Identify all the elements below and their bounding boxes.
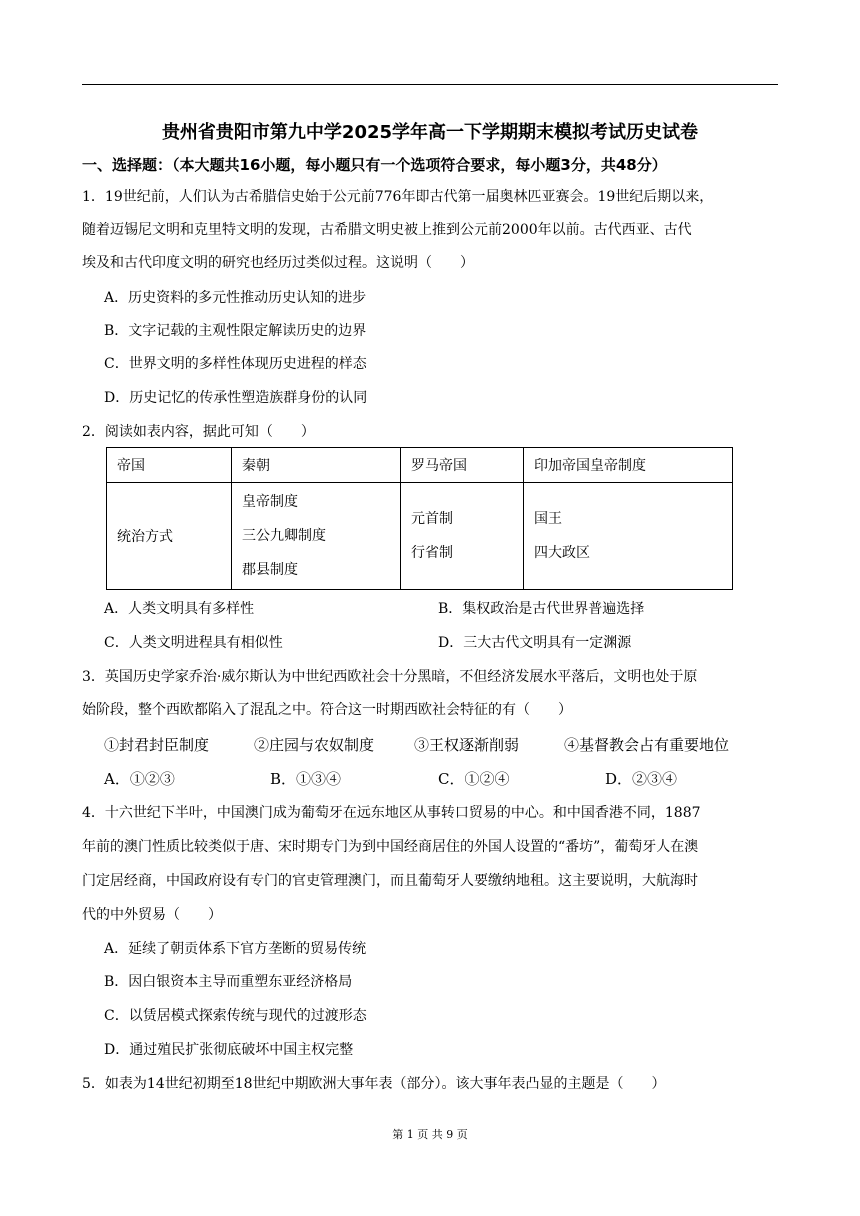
table-row	[107, 483, 733, 590]
header-rule	[82, 84, 778, 85]
q3-option-a: A．①②③	[104, 770, 175, 788]
qin-item: 三公九卿制度	[242, 528, 326, 544]
q3-item: ①封君封臣制度	[104, 736, 210, 754]
q1-stem-line: 埃及和古代印度文明的研究也经历过类似过程。这说明（ ）	[82, 255, 474, 271]
page-title: 贵州省贵阳市第九中学2025学年高一下学期期末模拟考试历史试卷	[161, 122, 699, 143]
q1-option-d: D．历史记忆的传承性塑造族群身份的认同	[104, 390, 368, 406]
table-header-cell: 罗马帝国	[401, 448, 524, 483]
q3-stem-line: 3．英国历史学家乔治·威尔斯认为中世纪西欧社会十分黑暗，不但经济发展水平落后，文明也处于原	[82, 669, 698, 685]
q2-option-b: B．集权政治是古代世界普遍选择	[438, 601, 645, 617]
rome-item: 元首制	[411, 511, 453, 527]
q2-stem: 2．阅读如表内容，据此可知（ ）	[82, 424, 315, 440]
q4-option-d: D．通过殖民扩张彻底破坏中国主权完整	[104, 1042, 354, 1058]
page-footer: 第 1 页 共 9 页	[392, 1128, 468, 1141]
table-header-cell: 印加帝国皇帝制度	[524, 448, 733, 483]
q1-stem-line: 随着迈锡尼文明和克里特文明的发现，古希腊文明史被上推到公元前2000年以前。古代西亚、古代	[82, 222, 692, 238]
q1-stem-line: 1．19世纪前，人们认为古希腊信史始于公元前776年即古代第一届奥林匹亚赛会。19世纪后期以来，	[82, 189, 714, 205]
q4-option-c: C．以赁居模式探索传统与现代的过渡形态	[104, 1008, 367, 1024]
q3-option-c: C．①②④	[438, 770, 510, 788]
q3-option-b: B．①③④	[270, 770, 342, 788]
q3-item: ④基督教会占有重要地位	[564, 736, 730, 754]
q2-option-a: A．人类文明具有多样性	[104, 601, 255, 617]
q3-item: ③王权逐渐削弱	[414, 736, 520, 754]
q4-stem-line: 代的中外贸易（ ）	[82, 907, 222, 923]
q2-option-c: C．人类文明进程具有相似性	[104, 635, 283, 651]
q4-stem-line: 年前的澳门性质比较类似于唐、宋时期专门为到中国经商居住的外国人设置的“番坊”，葡萄牙人在澳	[82, 839, 699, 855]
table-header-cell: 帝国	[107, 448, 232, 483]
qin-item: 皇帝制度	[242, 494, 298, 510]
table-header-cell: 秦朝	[232, 448, 401, 483]
inca-item: 国王	[534, 511, 562, 527]
section-heading: 一、选择题：（本大题共16小题，每小题只有一个选项符合要求，每小题3分，共48分）	[82, 156, 667, 174]
q2-option-d: D．三大古代文明具有一定渊源	[438, 635, 632, 651]
qin-item: 郡县制度	[242, 562, 298, 578]
rome-cell	[401, 483, 524, 590]
inca-item: 四大政区	[534, 545, 590, 561]
table-header-row	[107, 448, 733, 483]
q4-stem-line: 4．十六世纪下半叶，中国澳门成为葡萄牙在远东地区从事转口贸易的中心。和中国香港不同，1887	[82, 805, 701, 821]
q1-option-c: C．世界文明的多样性体现历史进程的样态	[104, 356, 367, 372]
table-row-label: 统治方式	[107, 483, 232, 590]
q3-stem-line: 始阶段，整个西欧都陷入了混乱之中。符合这一时期西欧社会特征的有（ ）	[82, 702, 572, 718]
q4-option-b: B．因白银资本主导而重塑东亚经济格局	[104, 974, 353, 990]
rome-item: 行省制	[411, 545, 453, 561]
q1-option-a: A．历史资料的多元性推动历史认知的进步	[104, 290, 367, 306]
q5-stem: 5．如表为14世纪初期至18世纪中期欧洲大事年表（部分）。该大事年表凸显的主题是（ ）	[82, 1076, 666, 1092]
q4-option-a: A．延续了朝贡体系下官方垄断的贸易传统	[104, 941, 367, 957]
qin-cell	[232, 483, 401, 590]
q1-option-b: B．文字记载的主观性限定解读历史的边界	[104, 323, 367, 339]
inca-cell	[524, 483, 733, 590]
q3-item: ②庄园与农奴制度	[254, 736, 375, 754]
q4-stem-line: 门定居经商，中国政府设有专门的官吏管理澳门，而且葡萄牙人要缴纳地租。这主要说明，大航海时	[82, 873, 698, 889]
q3-option-d: D．②③④	[605, 770, 678, 788]
q2-table	[106, 447, 733, 590]
